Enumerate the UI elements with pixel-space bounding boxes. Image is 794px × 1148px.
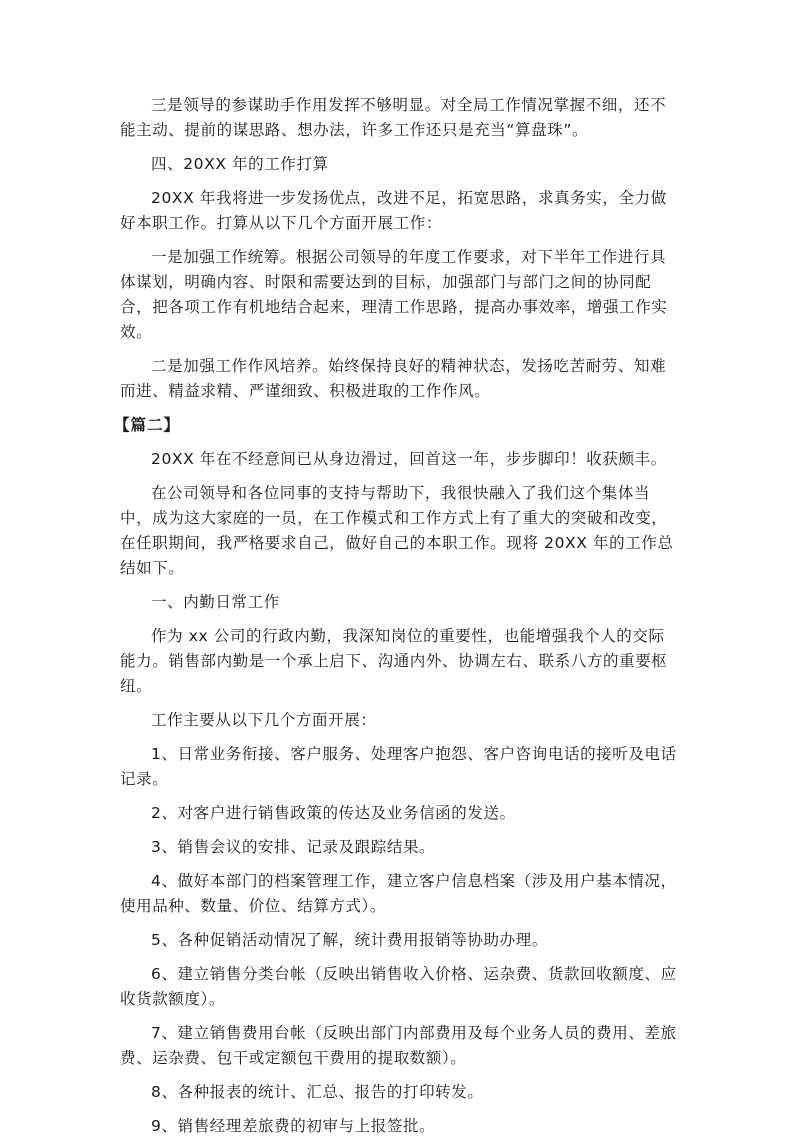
heading-office-daily-work: 一、内勤日常工作 xyxy=(151,593,280,611)
list-item-1: 1、日常业务衔接、客户服务、处理客户抱怨、客户咨询电话的接听及电话记录。 xyxy=(120,745,677,788)
paragraph-work-areas-intro: 工作主要从以下几个方面开展： xyxy=(151,711,377,729)
paragraph-leadership-role: 三是领导的参谋助手作用发挥不够明显。对全局工作情况掌握不细，还不能主动、提前的谋思路、想办法，许多工作还只是充当“算盘珠”。 xyxy=(120,96,667,139)
list-item-5: 5、各种促销活动情况了解，统计费用报销等协助办理。 xyxy=(151,931,548,949)
list-item-3: 3、销售会议的安排、记录及跟踪结果。 xyxy=(151,838,436,856)
list-item-8: 8、各种报表的统计、汇总、报告的打印转发。 xyxy=(151,1083,484,1101)
paragraph-year-review: 20XX 年在不经意间已从身边滑过，回首这一年，步步脚印！收获颇丰。 xyxy=(151,450,667,468)
paragraph-support-summary: 在公司领导和各位同事的支持与帮助下，我很快融入了我们这个集体当中，成为这大家庭的一员，在工作模式和工作方式上有了重大的突破和改变，在任职期间，我严格要求自己，做好自己的本职工作。现将 20XX 年的工作总结如下。 xyxy=(120,484,674,577)
paragraph-plan-intro: 20XX 年我将进一步发扬优点，改进不足，拓宽思路，求真务实，全力做好本职工作。打算从以下几个方面开展工作： xyxy=(120,189,667,232)
section-title-part-two: 【篇二】 xyxy=(114,416,181,434)
list-item-2: 2、对客户进行销售政策的传达及业务信函的发送。 xyxy=(151,804,516,822)
list-item-6: 6、建立销售分类台帐（反映出销售收入价格、运杂费、货款回收额度、应收货款额度）。 xyxy=(120,965,677,1008)
paragraph-office-role: 作为 xx 公司的行政内勤，我深知岗位的重要性，也能增强我个人的交际能力。销售部内勤是一个承上启下、沟通内外、协调左右、联系八方的重要枢纽。 xyxy=(120,627,668,695)
heading-plan-20xx: 四、20XX 年的工作打算 xyxy=(151,155,329,173)
list-item-7: 7、建立销售费用台帐（反映出部门内部费用及每个业务人员的费用、差旅费、运杂费、包干或定额包干费用的提取数额）。 xyxy=(120,1024,677,1067)
list-item-4: 4、做好本部门的档案管理工作，建立客户信息档案（涉及用户基本情况，使用品种、数量、价位、结算方式）。 xyxy=(120,872,677,915)
paragraph-plan-coordination: 一是加强工作统筹。根据公司领导的年度工作要求，对下半年工作进行具体谋划，明确内容、时限和需要达到的目标，加强部门与部门之间的协同配合，把各项工作有机地结合起来，理清工作思路，提高办事效率，增强工作实效。 xyxy=(120,248,668,341)
list-item-9: 9、销售经理差旅费的初审与上报签批。 xyxy=(151,1117,436,1135)
document-body xyxy=(114,93,680,1148)
paragraph-plan-work-style: 二是加强工作作风培养。始终保持良好的精神状态，发扬吃苦耐劳、知难而进、精益求精、严谨细致、积极进取的工作作风。 xyxy=(120,357,667,400)
